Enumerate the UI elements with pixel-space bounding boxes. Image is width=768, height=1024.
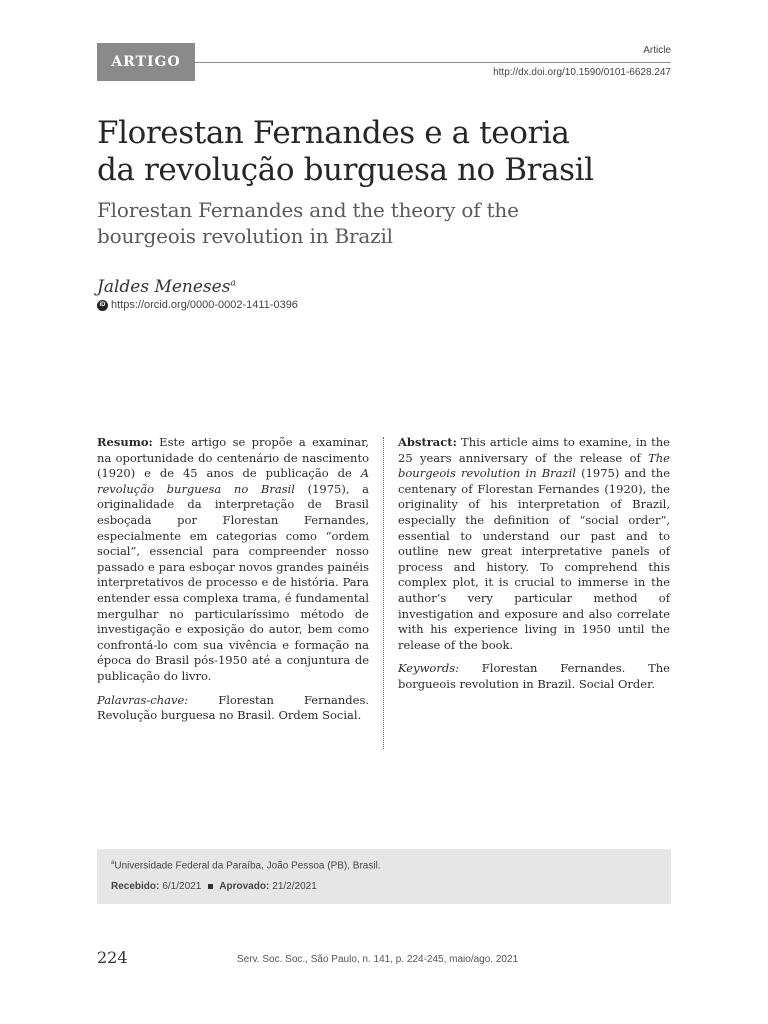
doi-link[interactable]: http://dx.doi.org/10.1590/0101-6628.247 xyxy=(493,67,671,78)
abstract-paragraph xyxy=(398,435,670,653)
abstract-label: Abstract: xyxy=(398,435,457,449)
resumo-paragraph xyxy=(97,435,369,685)
abstract-column xyxy=(398,435,670,701)
title-en-line-1: Florestan Fernandes and the theory of the xyxy=(97,198,519,222)
abstract-text-a: This article aims to examine, in the 25 years anniversary of the release of xyxy=(398,435,670,465)
keywords-label: Keywords: xyxy=(398,661,459,676)
affiliation-text: Universidade Federal da Paraíba, João Pessoa (PB), Brasil. xyxy=(114,860,381,872)
resumo-text-b: (1975), a originalidade da interpretação de Brasil esboçada por Florestan Fernandes, especialmente em categorias como “ordem social”, essencial para compreender nosso passado e para esboçar novos grandes painéis interpretativos de processo e de história. Para entender essa complexa trama, é fundamental mergulhar no particularíssimo método de investigação e exposição do autor, bem como confrontá-lo com sua vivência e formação na época do Brasil pós-1950 até a conjuntura de publicação do livro. xyxy=(97,481,370,683)
abstract-text-b: (1975) and the centenary of Florestan Fernandes (1920), the originality of his interpretation of Brazil, especially the definition of “social order”, essential to understand our past and to outline new great interpretative panels of process and history. To comprehend this complex plot, it is crucial to immerse in the author’s very particular method of investigation and exposure and also correlate with his experience living in 1950 until the release of the book. xyxy=(398,466,671,652)
keywords-text: Florestan Fernandes. The borgueois revolution in Brazil. Social Order. xyxy=(398,661,670,691)
title-pt-line-2: da revolução burguesa no Brasil xyxy=(97,152,594,188)
dates-row xyxy=(111,881,317,892)
palavras-chave-paragraph xyxy=(97,693,369,724)
title-pt-line-1: Florestan Fernandes e a teoria xyxy=(97,115,570,151)
approved-date: 21/2/2021 xyxy=(272,881,317,892)
author-name-text: Jaldes Meneses xyxy=(97,277,231,297)
author-name xyxy=(97,277,236,297)
column-divider xyxy=(383,437,384,749)
resumo-label: Resumo: xyxy=(97,435,153,449)
article-type-label: Article xyxy=(643,45,671,56)
title-portuguese xyxy=(97,115,677,189)
resumo-text-a: Este artigo se propõe a examinar, na oportunidade do centenário de nascimento (1920) e de 45 anos de publicação de xyxy=(97,435,369,481)
footnote-box xyxy=(97,849,671,904)
page-number: 224 xyxy=(97,948,128,967)
received-date: 6/1/2021 xyxy=(162,881,202,892)
affiliation-mark: a xyxy=(111,860,115,866)
square-bullet-icon xyxy=(208,884,213,889)
keywords-paragraph xyxy=(398,661,670,692)
orcid-row xyxy=(97,299,298,311)
approved-label: Aprovado: xyxy=(219,881,270,892)
title-en-line-2: bourgeois revolution in Brazil xyxy=(97,224,393,248)
resumo-book-title: A revolução burguesa no Brasil xyxy=(97,466,369,496)
orcid-icon: iD xyxy=(97,300,108,311)
author-affiliation-mark: a xyxy=(230,278,236,289)
title-english xyxy=(97,197,677,249)
orcid-link[interactable]: https://orcid.org/0000-0002-1411-0396 xyxy=(111,299,298,311)
journal-reference: Serv. Soc. Soc., São Paulo, n. 141, p. 224-245, maio/ago. 2021 xyxy=(237,954,519,965)
palavras-chave-text: Florestan Fernandes. Revolução burguesa no Brasil. Ordem Social. xyxy=(97,692,370,723)
abstract-book-title: The bourgeois revolution in Brazil xyxy=(398,450,670,481)
resumo-column xyxy=(97,435,369,732)
section-badge: ARTIGO xyxy=(97,43,195,81)
palavras-chave-label: Palavras-chave: xyxy=(97,692,189,707)
received-label: Recebido: xyxy=(111,881,160,892)
affiliation-note xyxy=(111,860,381,871)
header-rule xyxy=(195,62,671,63)
